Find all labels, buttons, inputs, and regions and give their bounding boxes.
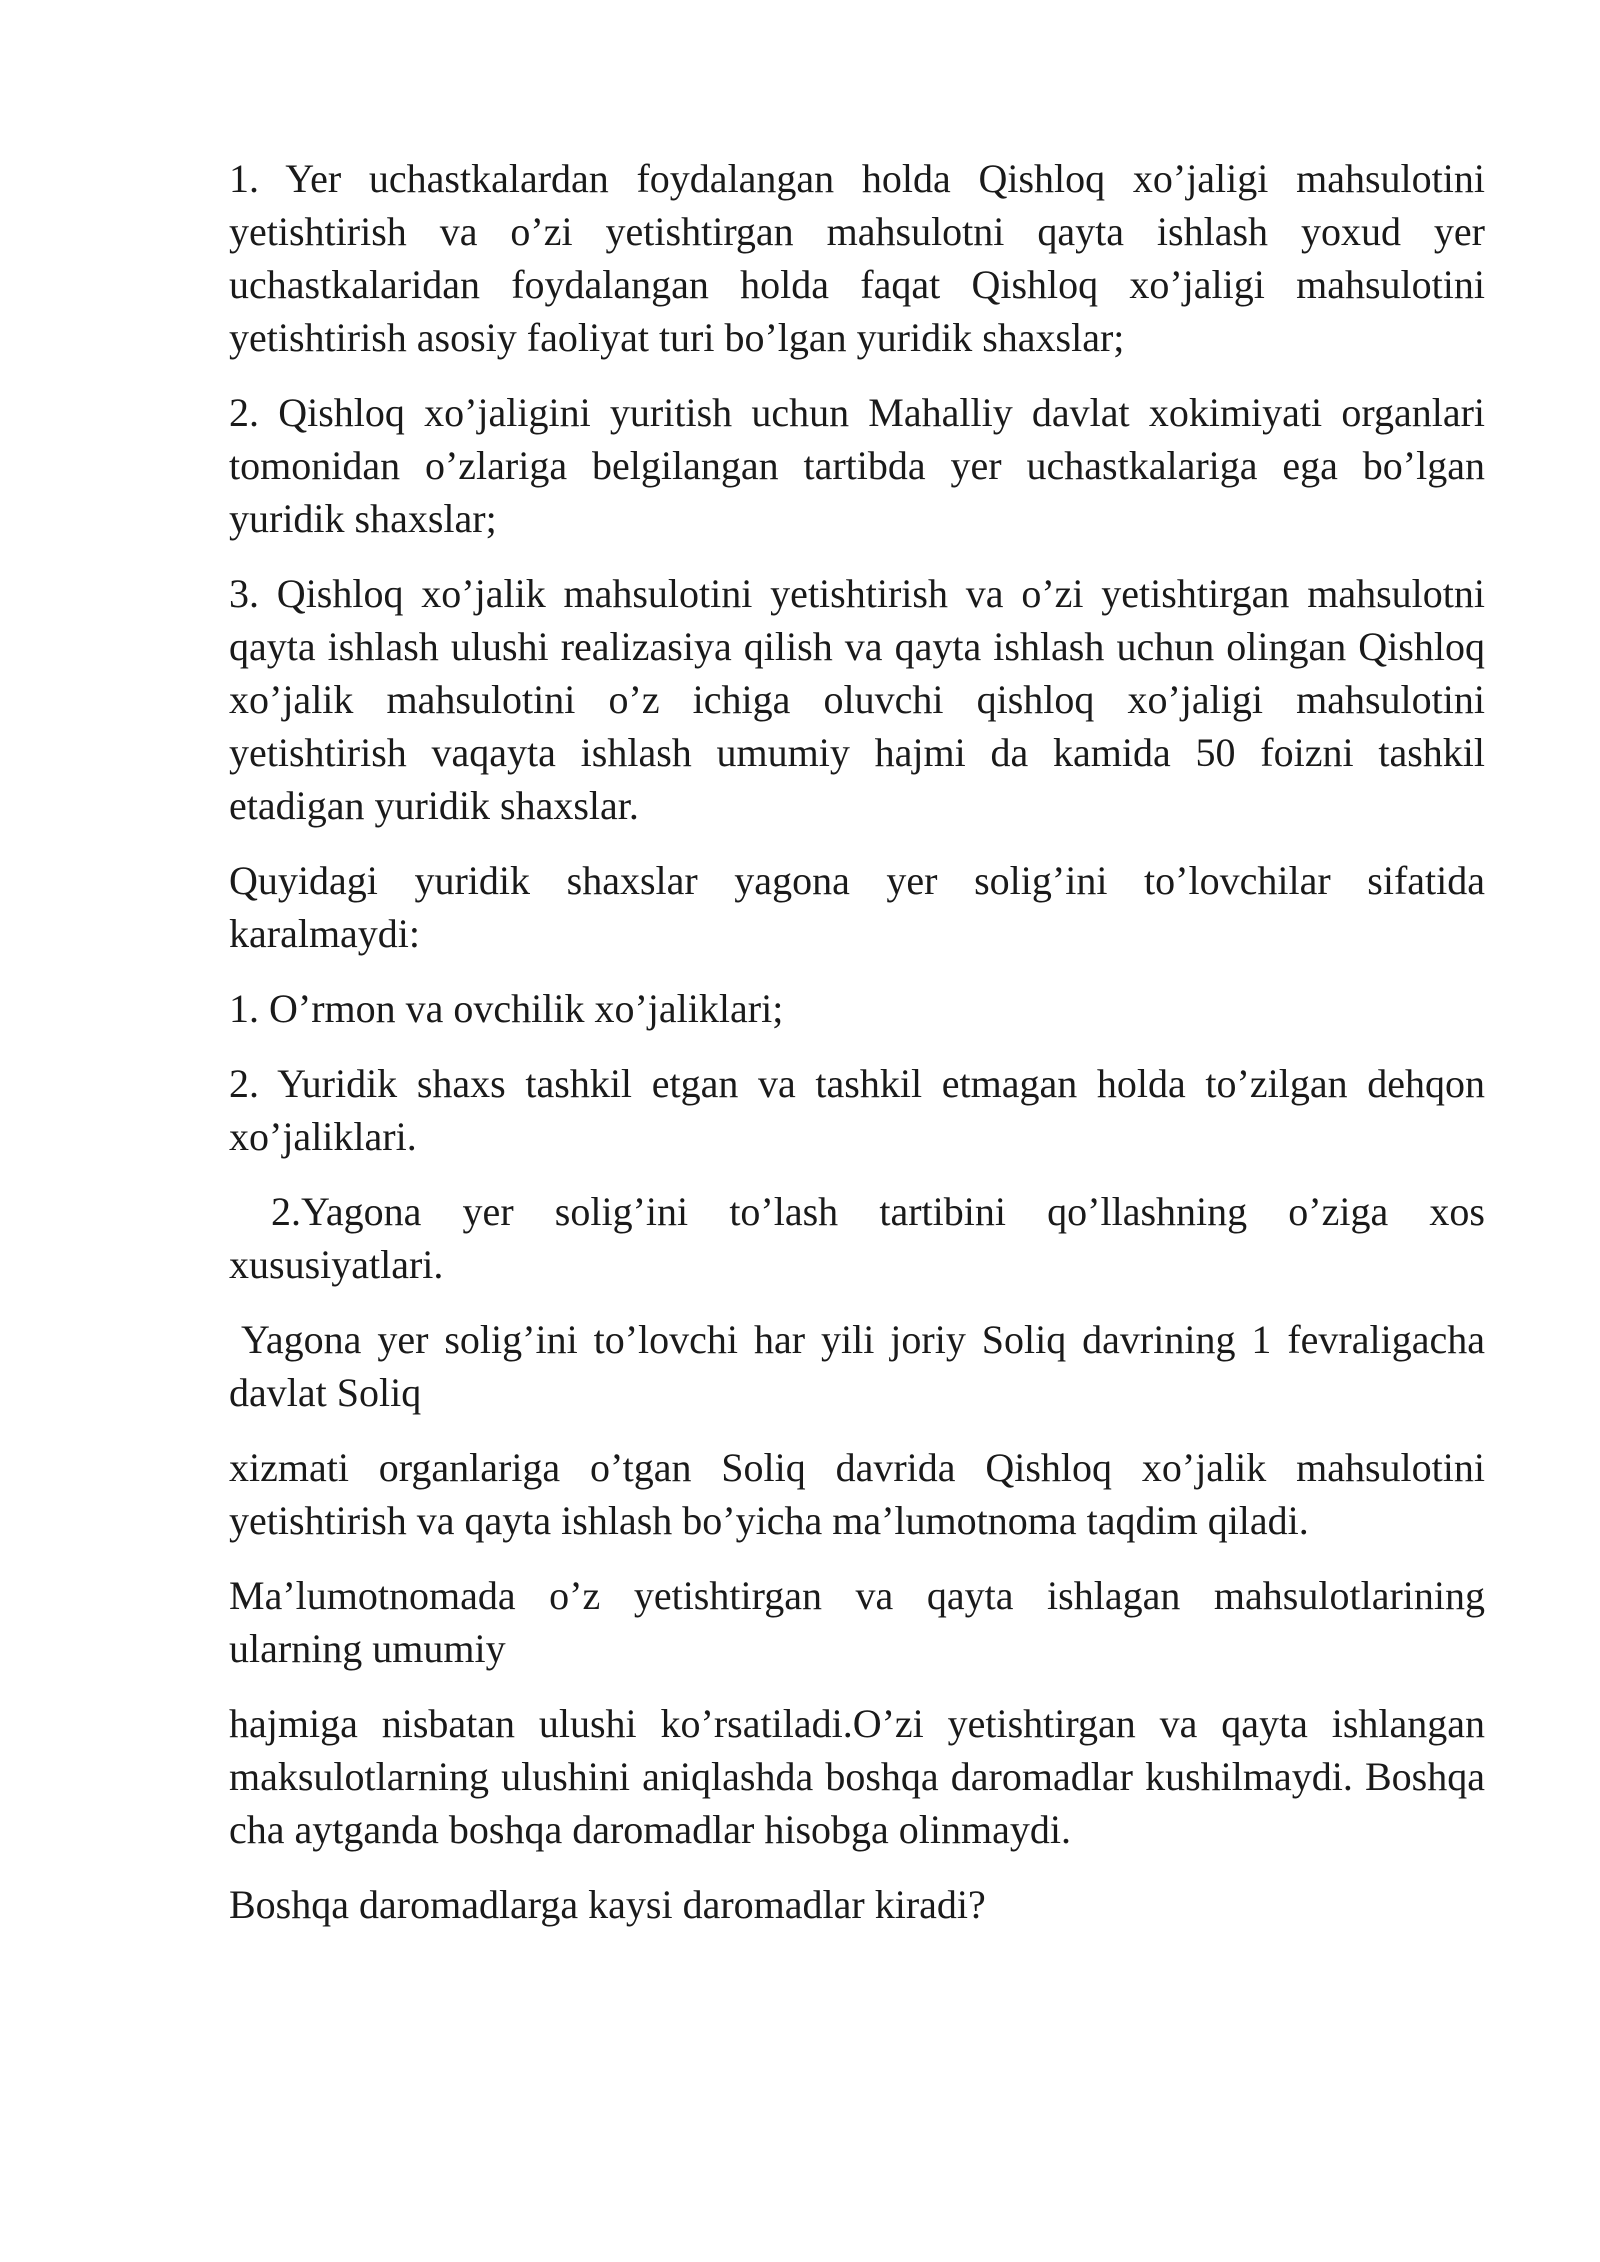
paragraph-report-contents: Ma’lumotnomada o’z yetishtirgan va qayta ishlagan mahsulotlarining ularning umumiy — [229, 1573, 1485, 1671]
paragraph-item-3: 3. Qishloq xo’jalik mahsulotini yetishtirish va o’zi yetishtirgan mahsulotni qayta ishlash ulushi realizasiya qilish va qayta ishlash uchun olingan Qishloq xo’jalik mahsulotini o’z ichiga oluvchi qishloq xo’jaligi mahsulotini yetishtirish vaqayta ishlash umumiy hajmi da kamida 50 foizni tashkil etadigan yuridik shaxslar. — [229, 571, 1485, 828]
paragraph-item-1: 1. Yer uchastkalardan foydalangan holda Qishloq xo’jaligi mahsulotini yetishtirish va o’zi yetishtirgan mahsulotni qayta ishlash yoxud yer uchastkalaridan foydalangan holda faqat Qishloq xo’jaligi mahsulotini yetishtirish asosiy faoliyat turi bo’lgan yuridik shaxslar; — [229, 156, 1485, 360]
paragraph-exclusion-2: 2. Yuridik shaxs tashkil etgan va tashkil etmagan holda to’zilgan dehqon xo’jaliklari. — [229, 1061, 1485, 1159]
paragraph-reporting-deadline: Yagona yer solig’ini to’lovchi har yili joriy Soliq davrining 1 fevraligacha davlat Soliq — [229, 1317, 1485, 1415]
paragraph-exclusion-1: 1. O’rmon va ovchilik xo’jaliklari; — [229, 986, 784, 1031]
paragraph-question: Boshqa daromadlarga kaysi daromadlar kiradi? — [229, 1882, 986, 1927]
paragraph-reporting-body: xizmati organlariga o’tgan Soliq davrida Qishloq xo’jalik mahsulotini yetishtirish va qayta ishlash bo’yicha ma’lumotnoma taqdim qiladi. — [229, 1445, 1485, 1543]
paragraph-item-2: 2. Qishloq xo’jaligini yuritish uchun Mahalliy davlat xokimiyati organlari tomonidan o’zlariga belgilangan tartibda yer uchastkalariga ega bo’lgan yuridik shaxslar; — [229, 390, 1485, 541]
document-body — [229, 152, 1485, 1953]
paragraph-share-calculation: hajmiga nisbatan ulushi ko’rsatiladi.O’zi yetishtirgan va qayta ishlangan maksulotlarning ulushini aniqlashda boshqa daromadlar kushilmaydi. Boshqa cha aytganda boshqa daromadlar hisobga olinmaydi. — [229, 1701, 1485, 1852]
paragraph-not-payers-intro: Quyidagi yuridik shaxslar yagona yer solig’ini to’lovchilar sifatida karalmaydi: — [229, 858, 1485, 956]
section-heading: 2.Yagona yer solig’ini to’lash tartibini qo’llashning o’ziga xos xususiyatlari. — [229, 1189, 1485, 1287]
